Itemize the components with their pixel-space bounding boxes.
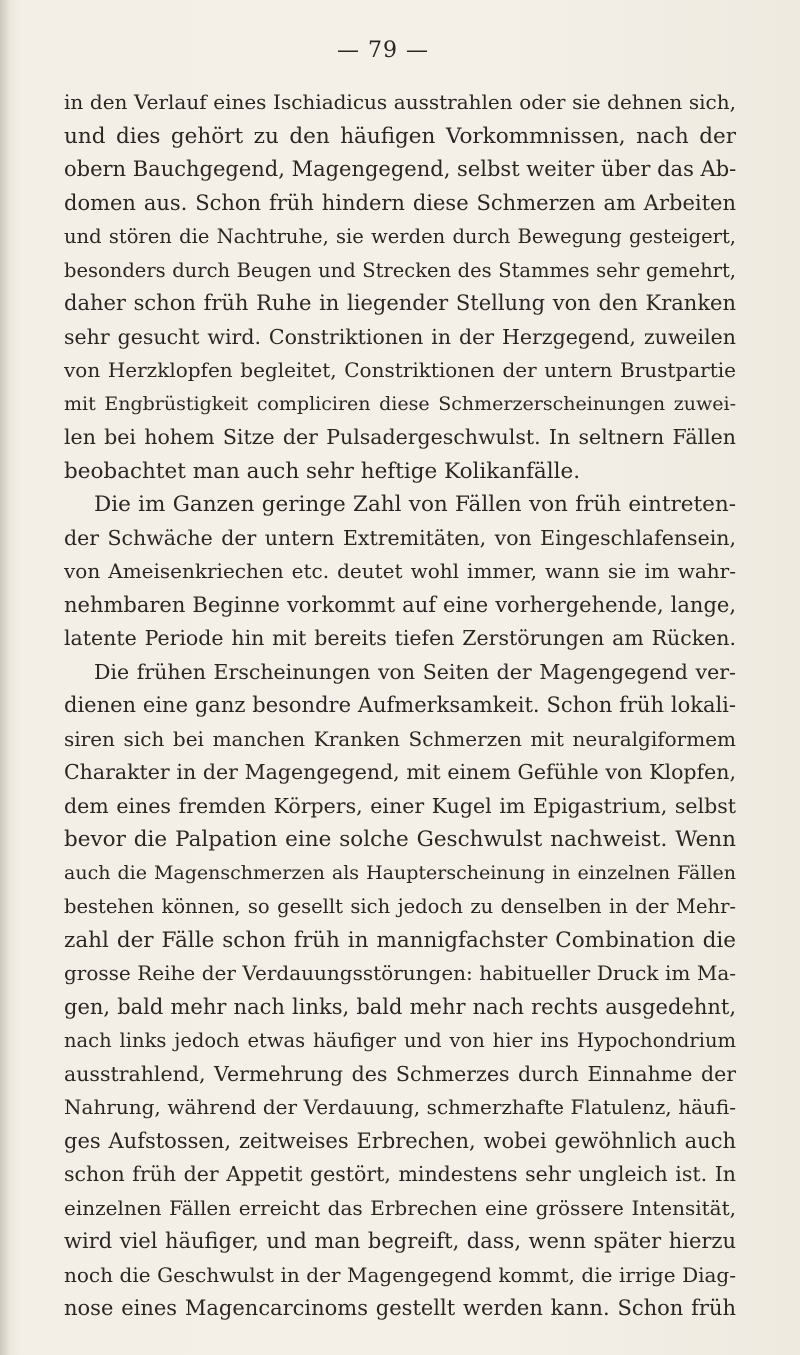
text-line: Die im Ganzen geringe Zahl von Fällen von früh eintreten-: [94, 492, 736, 517]
text-line: von Herzklopfen begleitet, Constriktionen der untern Brustpartie: [64, 358, 736, 382]
text-line: domen aus. Schon früh hindern diese Schmerzen am Arbeiten: [64, 190, 736, 215]
text-line: von Ameisenkriechen etc. deutet wohl immer, wann sie im wahr-: [64, 559, 736, 583]
text-line: siren sich bei manchen Kranken Schmerzen mit neuralgiformem: [64, 726, 736, 751]
text-line: in den Verlauf eines Ischiadicus ausstrahlen oder sie dehnen sich,: [64, 90, 736, 114]
text-line: len bei hohem Sitze der Pulsadergeschwulst. In seltnern Fällen: [64, 425, 736, 449]
text-line: der Schwäche der untern Extremitäten, von Eingeschlafensein,: [64, 525, 736, 550]
text-line: wird viel häufiger, und man begreift, dass, wenn später hierzu: [64, 1229, 736, 1253]
text-line: besonders durch Beugen und Strecken des Stammes sehr gemehrt,: [64, 258, 736, 282]
page-binding-edge: [0, 0, 10, 1355]
text-line: gen, bald mehr nach links, bald mehr nach rechts ausgedehnt,: [64, 994, 736, 1019]
text-line: mit Engbrüstigkeit compliciren diese Schmerzerscheinungen zuwei-: [64, 392, 736, 415]
text-line: Nahrung, während der Verdauung, schmerzhafte Flatulenz, häufi-: [64, 1095, 736, 1119]
text-line: beobachtet man auch sehr heftige Kolikanfälle.: [64, 458, 581, 484]
text-line: Charakter in der Magengegend, mit einem Gefühle von Klopfen,: [64, 760, 736, 784]
text-line: dienen eine ganz besondre Aufmerksamkeit. Schon früh lokali-: [64, 693, 736, 717]
page-number: — 79 —: [337, 38, 429, 63]
body-text: [64, 86, 736, 1326]
text-line: bestehen können, so gesellt sich jedoch zu denselben in der Mehr-: [64, 895, 736, 918]
text-line: latente Periode hin mit bereits tiefen Zerstörungen am Rücken.: [64, 626, 736, 650]
text-line: zahl der Fälle schon früh in mannigfachster Combination die: [64, 927, 736, 953]
text-line: bevor die Palpation eine solche Geschwulst nachweist. Wenn: [64, 827, 736, 852]
text-line: dem eines fremden Körpers, einer Kugel im Epigastrium, selbst: [64, 793, 736, 818]
text-line: ausstrahlend, Vermehrung des Schmerzes durch Einnahme der: [64, 1061, 736, 1086]
text-line: daher schon früh Ruhe in liegender Stellung von den Kranken: [64, 291, 736, 315]
text-line: und dies gehört zu den häufigen Vorkommnissen, nach der: [64, 123, 736, 149]
text-line: Die frühen Erscheinungen von Seiten der Magengegend ver-: [94, 659, 736, 684]
text-line: obern Bauchgegend, Magengegend, selbst weiter über das Ab-: [64, 157, 736, 181]
text-line: sehr gesucht wird. Constriktionen in der Herzgegend, zuweilen: [64, 324, 736, 349]
text-line: nach links jedoch etwas häufiger und von hier ins Hypochondrium: [64, 1029, 736, 1052]
text-line: nehmbaren Beginne vorkommt auf eine vorhergehende, lange,: [64, 592, 736, 617]
text-line: und stören die Nachtruhe, sie werden durch Bewegung gesteigert,: [64, 225, 736, 248]
text-line: schon früh der Appetit gestört, mindestens sehr ungleich ist. In: [64, 1162, 736, 1186]
text-line: ges Aufstossen, zeitweises Erbrechen, wobei gewöhnlich auch: [64, 1128, 736, 1153]
text-line: grosse Reihe der Verdauungsstörungen: habitueller Druck im Ma-: [64, 961, 736, 985]
text-line: nose eines Magencarcinoms gestellt werden kann. Schon früh: [64, 1296, 736, 1320]
text-line: auch die Magenschmerzen als Haupterscheinung in einzelnen Fällen: [64, 861, 736, 884]
text-line: einzelnen Fällen erreicht das Erbrechen eine grössere Intensität,: [64, 1195, 736, 1220]
text-line: noch die Geschwulst in der Magengegend kommt, die irrige Diag-: [64, 1262, 736, 1287]
